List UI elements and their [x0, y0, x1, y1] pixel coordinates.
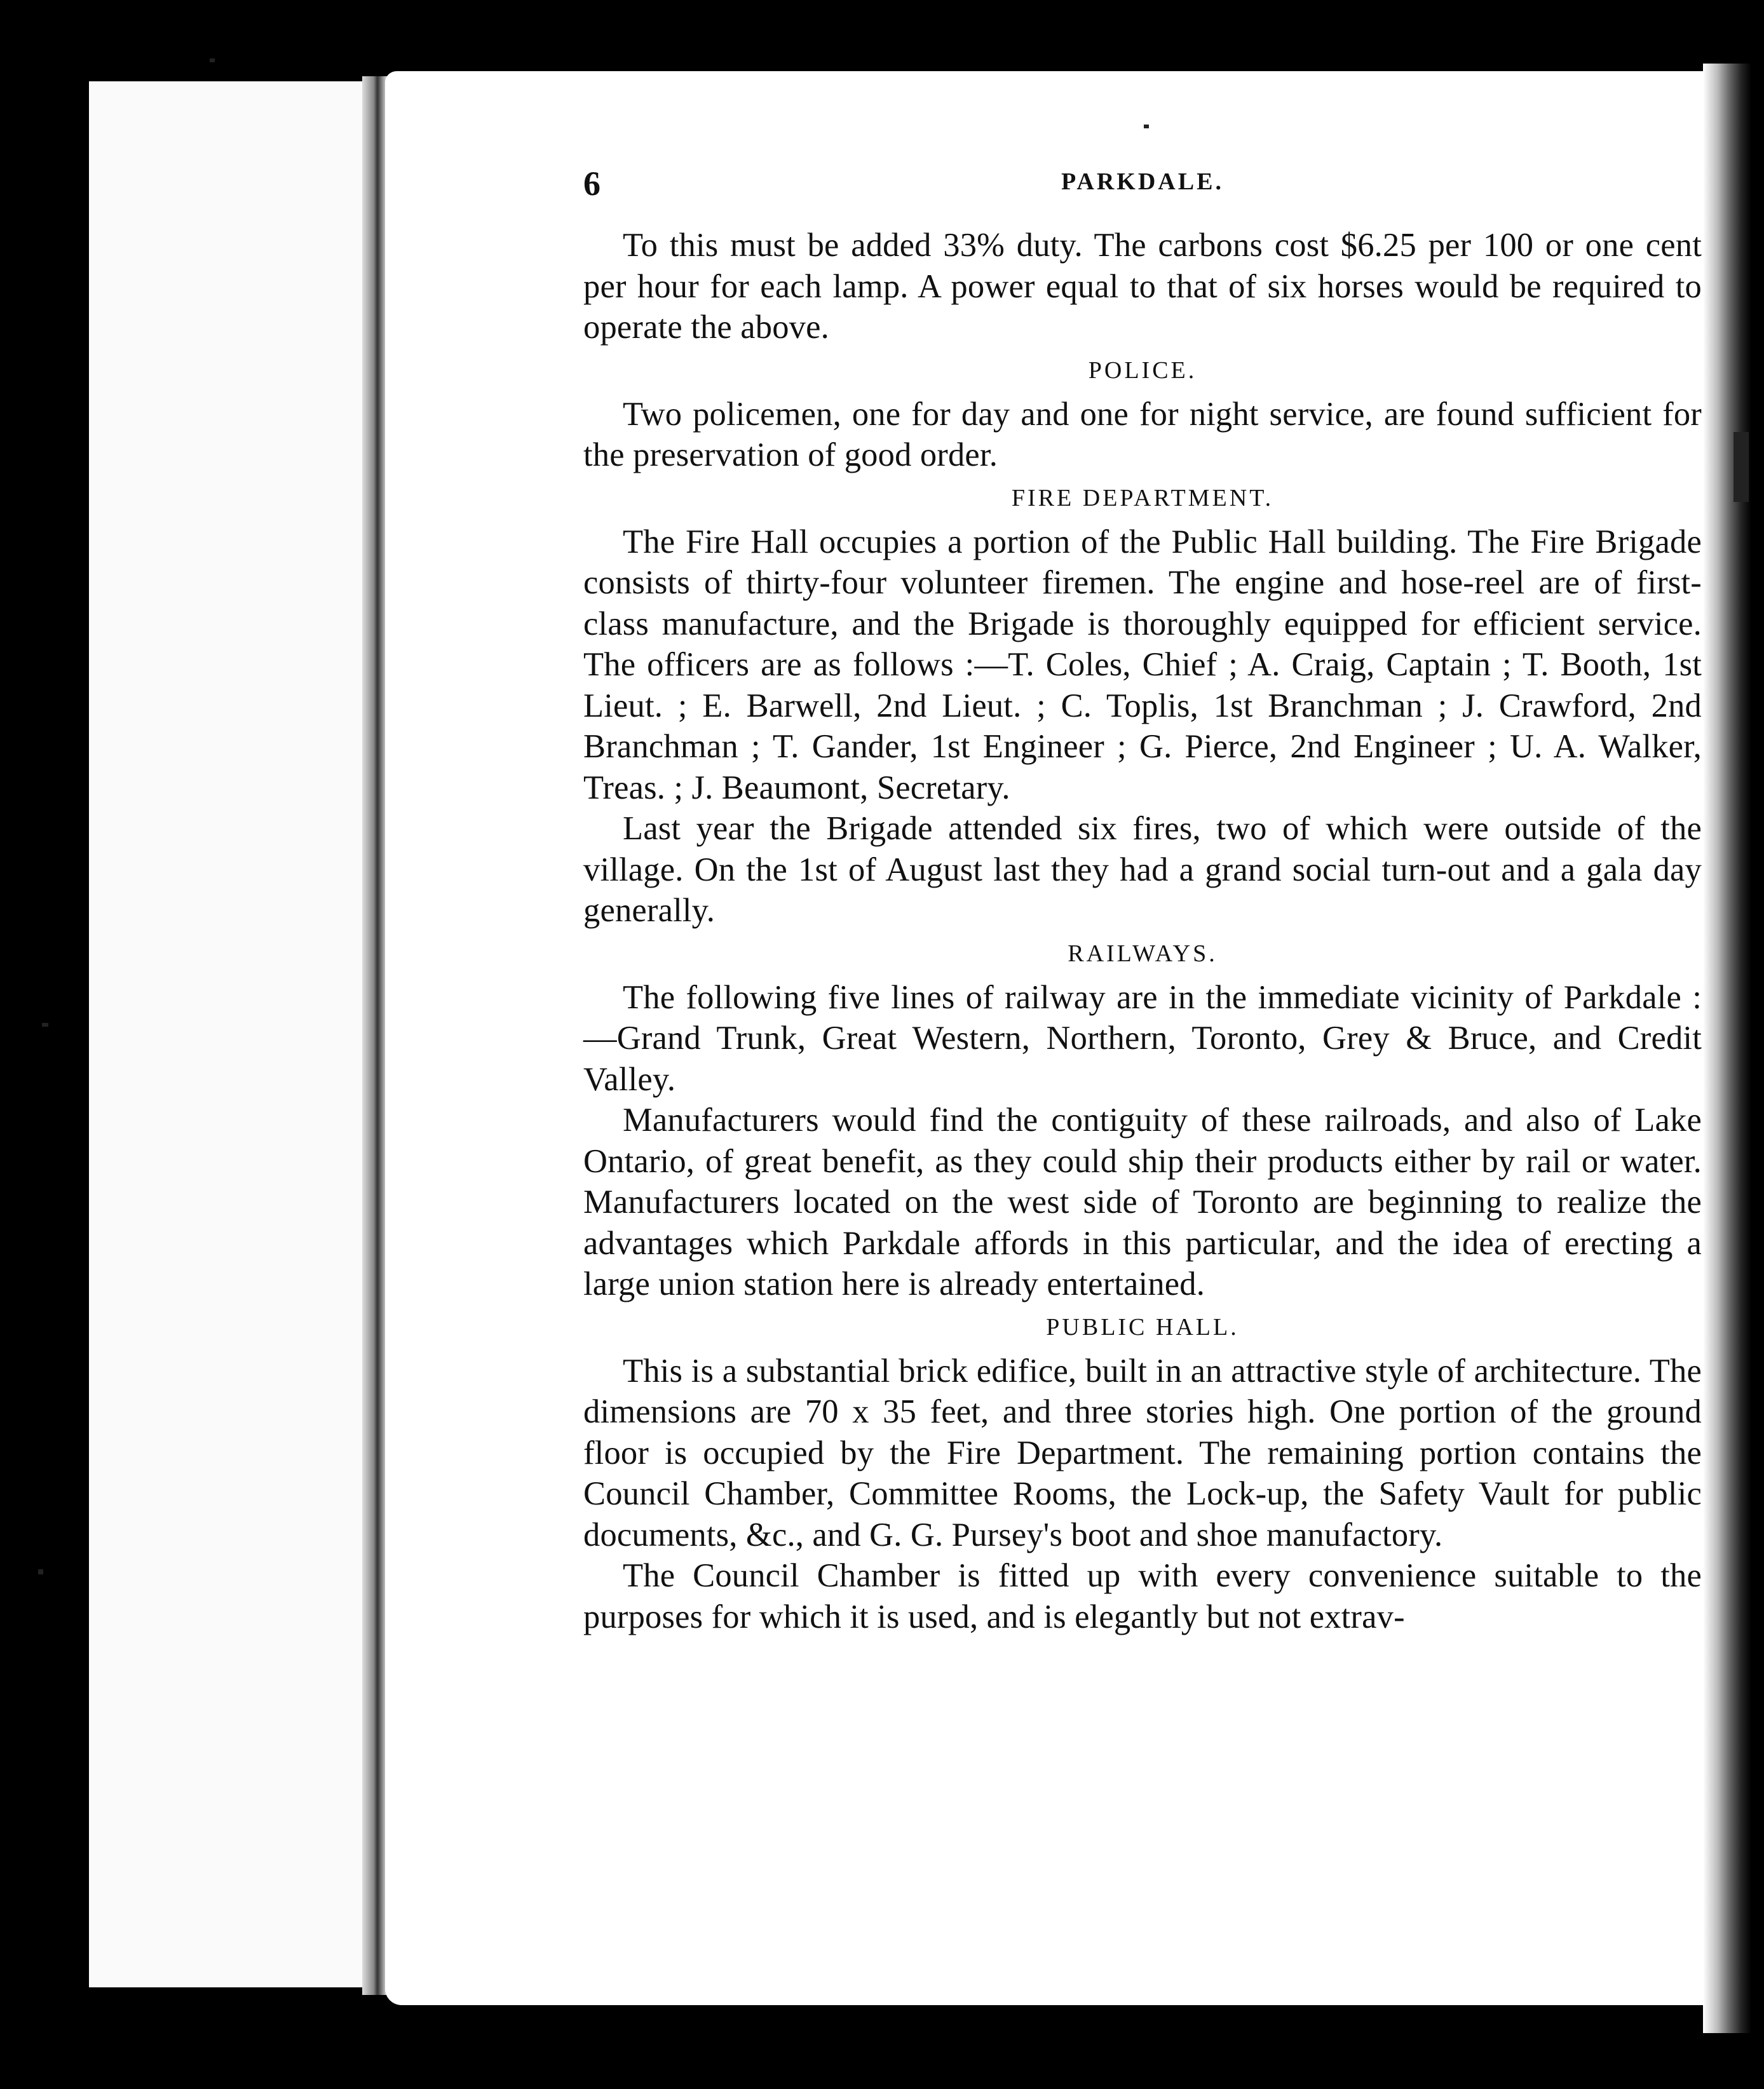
paragraph-fire-2: Last year the Brigade attended six fires, two of which were outside of the village. On the 1st of August last they had a grand social turn-out and a gala day generally. — [583, 810, 1702, 929]
page-number: 6 — [583, 165, 601, 203]
heading-fire-department: FIRE DEPARTMENT. — [1011, 484, 1274, 511]
page-fore-edge — [1703, 64, 1751, 2033]
book-gutter — [362, 76, 388, 1995]
paragraph-intro: To this must be added 33% duty. The carbons cost $6.25 per 100 or one cent per hour for each lamp. A power equal to that of six horses would be required to operate the above. — [583, 227, 1702, 346]
page-text — [583, 225, 1702, 1637]
paragraph-railways-2: Manufacturers would find the contiguity of these railroads, and also of Lake Ontario, of great benefit, as they could ship their products either by rail or water. Manufacturers located on the west side of Toronto are beginning to realize the advantages which Parkdale affords in this particular, and the idea of erecting a large union station here is already entertained. — [583, 1102, 1702, 1302]
paragraph-public-hall-2: The Council Chamber is fitted up with every convenience suitable to the purposes for which it is used, and is elegantly but not extrav- — [583, 1557, 1702, 1635]
heading-police: POLICE. — [1088, 356, 1197, 384]
paragraph-railways-1: The following five lines of railway are in the immediate vicinity of Parkdale :—Grand Trunk, Great Western, Northern, Toronto, Grey & Bruce, and Credit Valley. — [583, 978, 1702, 1098]
paragraph-public-hall-1: This is a substantial brick edifice, built in an attractive style of architecture. The dimensions are 70 x 35 feet, and three stories high. One portion of the ground floor is occupied by the Fire Department. The remaining portion contains the Council Chamber, Committee Rooms, the Lock-up, the Safety Vault for public documents, &c., and G. G. Pursey's boot and shoe manufactory. — [583, 1352, 1702, 1553]
paragraph-police: Two policemen, one for day and one for night service, are found sufficient for the preservation of good order. — [583, 395, 1702, 473]
paragraph-fire-1: The Fire Hall occupies a portion of the Public Hall building. The Fire Brigade consists of thirty-four volunteer firemen. The engine and hose-reel are of first-class manufacture, and the Brigade is thoroughly equipped for efficient service. The officers are as follows :—T. Coles, Chief ; A. Craig, Captain ; T. Booth, 1st Lieut. ; E. Barwell, 2nd Lieut. ; C. Toplis, 1st Branchman ; J. Crawford, 2nd Branchman ; T. Gander, 1st Engineer ; G. Pierce, 2nd Engineer ; U. A. Walker, Treas. ; J. Beaumont, Secretary. — [583, 523, 1702, 806]
running-head — [583, 164, 1702, 208]
facing-page-edge — [89, 81, 381, 1987]
heading-public-hall: PUBLIC HALL. — [1046, 1313, 1239, 1341]
heading-railways: RAILWAYS. — [1068, 940, 1218, 967]
running-title: PARKDALE. — [1061, 168, 1224, 195]
